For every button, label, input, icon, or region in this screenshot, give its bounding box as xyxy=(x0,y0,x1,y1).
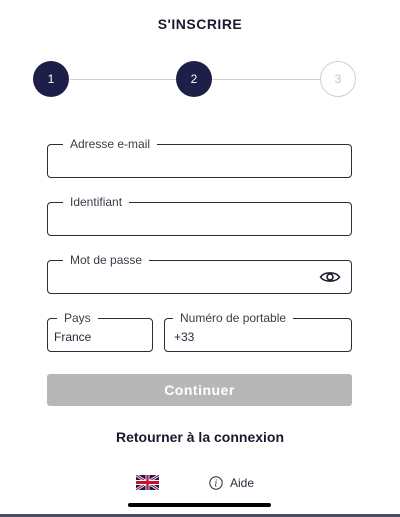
help-icon xyxy=(209,476,223,490)
email-field[interactable] xyxy=(47,137,352,178)
step-1: 1 xyxy=(33,61,69,97)
back-to-login-link[interactable]: Retourner à la connexion xyxy=(115,429,285,445)
password-label: Mot de passe xyxy=(63,252,149,268)
email-label: Adresse e-mail xyxy=(63,136,157,152)
eye-icon[interactable] xyxy=(319,269,341,285)
continue-button[interactable]: Continuer xyxy=(47,374,352,406)
uk-flag-icon[interactable] xyxy=(136,475,159,490)
password-field[interactable] xyxy=(47,253,352,294)
help-label: Aide xyxy=(230,476,255,490)
username-label: Identifiant xyxy=(63,194,129,210)
footer xyxy=(0,475,400,495)
phone-label: Numéro de portable xyxy=(173,310,293,326)
step-2: 2 xyxy=(176,61,212,97)
stepper-connector xyxy=(70,79,176,80)
country-label: Pays xyxy=(57,310,98,326)
help-link[interactable] xyxy=(209,476,254,490)
username-field[interactable] xyxy=(47,195,352,236)
stepper xyxy=(33,61,367,99)
home-indicator[interactable] xyxy=(128,503,271,507)
stepper-connector xyxy=(212,79,320,80)
country-value: France xyxy=(54,330,92,344)
step-3: 3 xyxy=(320,61,356,97)
phone-prefix: +33 xyxy=(174,330,195,344)
country-select[interactable] xyxy=(47,311,153,352)
phone-field[interactable] xyxy=(164,311,352,352)
svg-text:i: i xyxy=(214,479,218,490)
page-title: S'INSCRIRE xyxy=(157,16,243,32)
